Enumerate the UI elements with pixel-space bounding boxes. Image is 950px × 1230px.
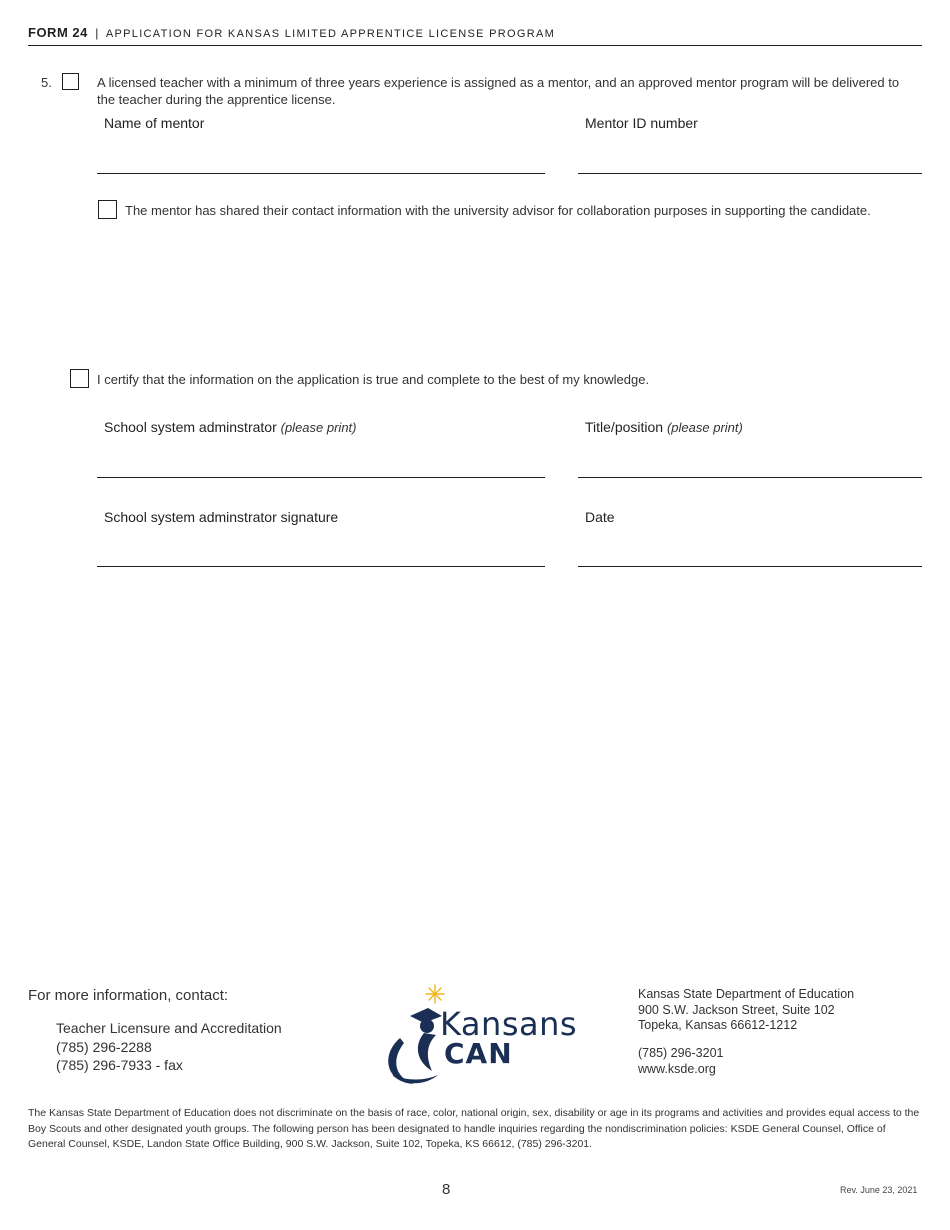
revision-date: Rev. June 23, 2021 [840, 1185, 918, 1195]
page-number: 8 [442, 1181, 451, 1198]
logo-word-can: CAN [444, 1037, 513, 1070]
ksde-contact [638, 1046, 723, 1077]
admin-signature-field[interactable] [97, 566, 545, 567]
contact-block [56, 1019, 282, 1075]
admin-name-label-text: School system adminstrator [104, 419, 277, 435]
date-field[interactable] [578, 566, 922, 567]
address-line-city: Topeka, Kansas 66612-1212 [638, 1018, 798, 1032]
admin-name-hint: (please print) [280, 420, 357, 435]
mentor-assigned-checkbox[interactable] [62, 73, 79, 90]
title-position-label-text: Title/position [585, 419, 664, 435]
form-number: FORM 24 [28, 25, 88, 40]
mentor-id-label: Mentor ID number [585, 115, 698, 131]
item-number: 5. [41, 75, 52, 90]
form-header [28, 24, 922, 46]
mentor-name-label: Name of mentor [104, 115, 205, 131]
certify-text: I certify that the information on the application is true and complete to the best of my knowledge. [97, 372, 650, 387]
ksde-website[interactable]: www.ksde.org [638, 1061, 716, 1076]
mentor-shared-text: The mentor has shared their contact information with the university advisor for collaboration purposes in supporting the candidate. [125, 203, 871, 218]
address-line-street: 900 S.W. Jackson Street, Suite 102 [638, 1002, 835, 1017]
mentor-name-field[interactable] [97, 173, 545, 174]
kansans-can-logo [378, 983, 578, 1088]
ksde-phone: (785) 296-3201 [638, 1046, 724, 1060]
mentor-id-field[interactable] [578, 173, 922, 174]
mentor-assigned-text: A licensed teacher with a minimum of three years experience is assigned as a mentor, and an approved mentor program will be delivered to the teacher during the apprentice license. [97, 75, 900, 107]
contact-phone: (785) 296-2288 [56, 1038, 152, 1055]
title-position-label [585, 419, 743, 435]
contact-heading: For more information, contact: [28, 987, 229, 1004]
nondiscrimination-disclaimer: The Kansas State Department of Education does not discriminate on the basis of race, color, national origin, sex, disability or age in its programs and activities and provides equal access to the Boy Scouts and other designated youth groups. The following person has been designated to handle inquiries regarding the nondiscrimination policies: KSDE General Counsel, Office of General Counsel, KSDE, Landon State Office Building, 900 S.W. Jackson, Suite 102, Topeka, KS 66612, (785) 296-3201. [28, 1107, 920, 1150]
contact-department: Teacher Licensure and Accreditation [56, 1020, 282, 1036]
date-label: Date [585, 509, 615, 525]
ksde-address [638, 987, 854, 1034]
address-line-name: Kansas State Department of Education [638, 987, 855, 1001]
admin-name-field[interactable] [97, 477, 545, 478]
header-separator: | [95, 26, 99, 40]
certify-checkbox[interactable] [70, 369, 89, 388]
contact-fax: (785) 296-7933 - fax [56, 1057, 183, 1073]
title-position-hint: (please print) [666, 420, 743, 435]
title-position-field[interactable] [578, 477, 922, 478]
admin-signature-label: School system adminstrator signature [104, 509, 339, 525]
form-title: APPLICATION FOR KANSAS LIMITED APPRENTICE LICENSE PROGRAM [105, 28, 556, 40]
logo-word-kansans: Kansans [440, 1005, 578, 1043]
admin-name-label [104, 419, 357, 435]
mentor-shared-checkbox[interactable] [98, 200, 117, 219]
